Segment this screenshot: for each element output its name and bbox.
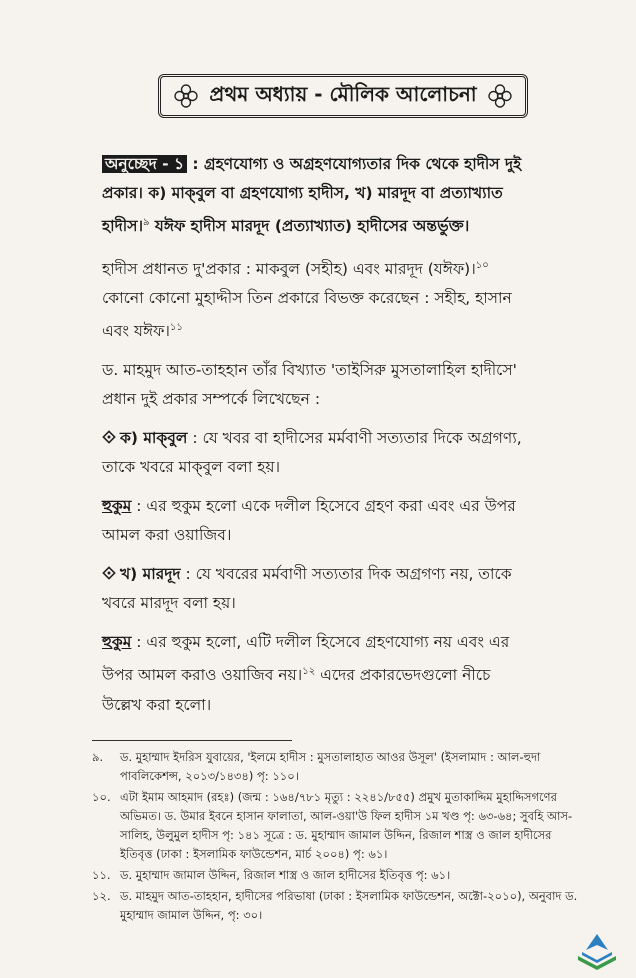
paragraph-1: অনুচ্ছেদ - ১ : গ্রহণযোগ্য ও অগ্রহণযোগ্যতার দিক থেকে হাদীস দুই প্রকার। ক) মাক্‌বুল বা গ্রহণযোগ্য হাদীস, খ) মারদূদ বা প্রত্যাখ্যাত হাদীস।$^৯$ যঈফ হাদীস মারদূদ (প্রত্যাখ্যাত) হাদীসের অন্তর্ভুক্ত। [102,155,522,236]
main-body [102,150,534,730]
footnote-item: ১২. ড. মাহমুদ আত-তাহহান, হাদীসের পরিভাষা (ঢাকা : ইসলামিক ফাউন্ডেশন, অক্টো-২০১০), অনুবাদ ড. মুহাম্মাদ জামাল উদ্দিন, পৃ: ৩০। [92,889,578,922]
paragraph-3: ড. মাহমুদ আত-তাহহান তাঁর বিখ্যাত 'তাইসিরু মুসতালাহিল হাদীসে' প্রধান দুই প্রকার সম্পর্কে লিখেছেন : [102,361,517,409]
footnote-ref[interactable]: ১০ [475,260,489,272]
flower-icon [173,83,199,109]
paragraph-4: ক) মাক্‌বুল : যে খবর বা হাদীসের মর্মবাণী সত্যতার দিকে অগ্রগণ্য, তাকে খবরে মাক্‌বুল বলা হয়। [102,429,522,477]
diamond-icon [102,430,116,444]
term-label: হুকুম [102,633,132,652]
term-label: খ) মারদূদ [120,565,181,584]
diamond-icon [102,566,116,580]
paragraph-2: হাদীস প্রধানত দু'প্রকার : মাকবুল (সহীহ) এবং মারদূদ (যঈফ)।$^{১০}$ কোনো কোনো মুহাদ্দীস তিন প্রকারে বিভক্ত করেছেন : সহীহ, হাসান এবং যঈফ।$^{১১}$ [102,260,512,341]
footnote-ref[interactable]: ৯ [143,217,150,228]
footnote-item: ১০. এটা ইমাম আহমাদ (রহঃ) (জন্ম : ১৬৪/৭৮১ মৃত্যু : ২২৪১/৮৫৫) প্রমুখ মুতাকাদ্দিম মুহাদ্দিসগণের অভিমত। ড. উমার ইবনে হাসান ফালাতা, আল-ওয়া'উ ফিল হাদীস ১ম খণ্ড পৃ: ৬৩-৬৪; সুবহি আস-সালিহ, উলুমুল হাদীস পৃ: ১৪১ সূত্রে : ড. মুহাম্মাদ জামাল উদ্দিন, রিজাল শাস্ত্র ও জাল হাদীসের ইতিবৃত্ত (ঢাকা : ইসলামিক ফাউন্ডেশন, মার্চ ২০০৪) পৃ: ৬১। [92,790,573,861]
footnote-ref[interactable]: ১১ [169,322,183,334]
footnotes [92,748,586,927]
footnote-item: ৯. ড. মুহাম্মাদ ইদরিস যুবায়ের, 'ইলমে হাদীস : মুসতালাহাত আওর উসূল' (ইসলামাদ : আল-হুদা পাবলিকেশন্স, ২০১৩/১৪৩৪) পৃ: ১১০। [92,750,541,783]
footnote-item: ১১. ড. মুহাম্মাদ জামাল উদ্দিন, রিজাল শাস্ত্র ও জাল হাদীসের ইতিবৃত্ত পৃ: ৬১। [92,868,451,882]
paragraph-7: হুকুম : এর হুকুম হলো, এটি দলীল হিসেবে গ্রহণযোগ্য নয় এবং এর উপর আমল করাও ওয়াজিব নয়।$^{১২}$ এদের প্রকারভেদগুলো নীচে উল্লেখ করা হলো। [102,633,510,714]
chapter-heading-box [158,74,528,118]
footnote-divider [92,740,292,741]
chapter-title: প্রথম অধ্যায় - মৌলিক আলোচনা [209,81,477,106]
section-label: অনুচ্ছেদ - ১ [102,155,187,173]
term-label: ক) মাক্‌বুল [120,429,188,448]
paragraph-6: খ) মারদূদ : যে খবরের মর্মবাণী সত্যতার দিক অগ্রগণ্য নয়, তাকে খবরে মারদূদ বলা হয়। [102,565,512,613]
paragraph-5: হুকুম : এর হুকুম হলো একে দলীল হিসেবে গ্রহণ করা এবং এর উপর আমল করা ওয়াজিব। [102,497,516,545]
term-label: হুকুম [102,497,132,516]
flower-icon [487,83,513,109]
publisher-logo [574,930,620,970]
footnote-ref[interactable]: ১২ [302,666,316,678]
